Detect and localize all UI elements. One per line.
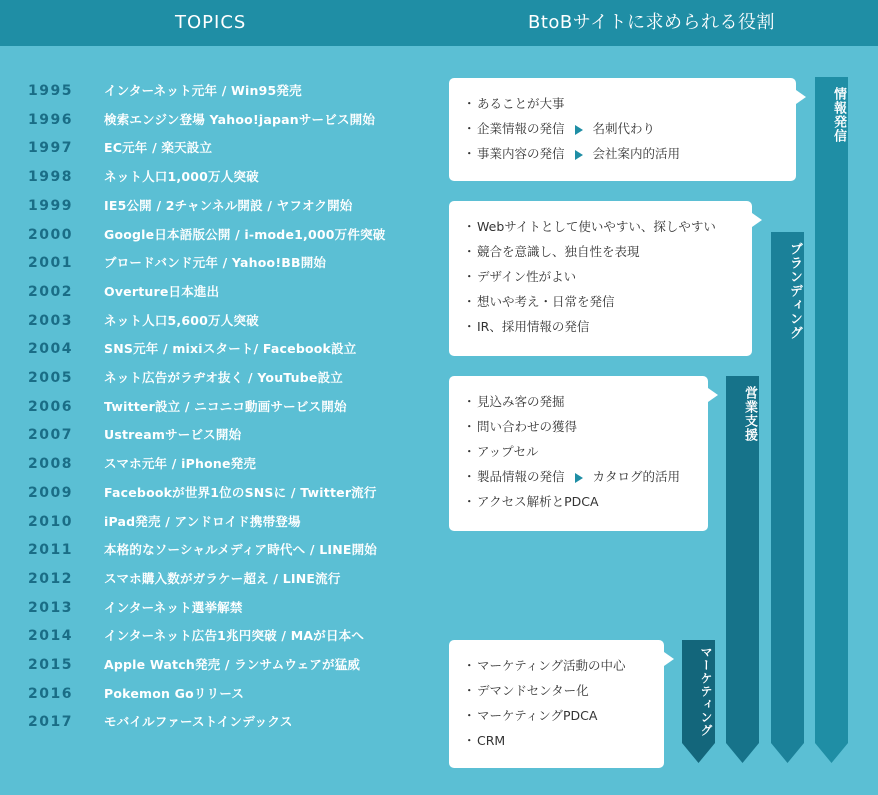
bullet-mark: ・ (463, 269, 476, 284)
timeline-topic: IE5公開 / 2チャンネル開設 / ヤフオク開始 (104, 197, 353, 213)
timeline-row (0, 194, 440, 218)
topics-heading: TOPICS (175, 12, 247, 33)
timeline-year: 2008 (28, 456, 73, 473)
role-item-text: 競合を意識し、独自性を表現 (477, 244, 640, 259)
role-item (463, 289, 615, 314)
role-item-text: 想いや考え・日常を発信 (477, 294, 615, 309)
arrow-label-info: 情報発信 (831, 87, 846, 143)
role-item (463, 703, 597, 728)
timeline-row (0, 251, 440, 275)
timeline-row (0, 423, 440, 447)
role-item (463, 214, 716, 239)
bullet-mark: ・ (463, 658, 476, 673)
role-box-info (449, 78, 796, 181)
timeline-year: 2006 (28, 398, 73, 415)
role-box-marketing (449, 640, 664, 768)
timeline-row (0, 653, 440, 677)
timeline-row (0, 280, 440, 304)
timeline-year: 2003 (28, 312, 73, 329)
arrow-label-branding: ブランディング (787, 242, 802, 340)
role-item (463, 91, 565, 116)
arrow-info (815, 77, 848, 763)
timeline-row (0, 108, 440, 132)
timeline-row (0, 567, 440, 591)
bullet-mark: ・ (463, 146, 476, 161)
timeline-year: 2013 (28, 599, 73, 616)
role-item-text: 企業情報の発信 (477, 121, 565, 136)
timeline-year: 2010 (28, 513, 73, 530)
timeline-topic: インターネット広告1兆円突破 / MAが日本へ (104, 628, 365, 644)
timeline-row (0, 165, 440, 189)
timeline-topic: Twitter設立 / ニコニコ動画サービス開始 (104, 398, 347, 414)
arrow-right-icon (575, 150, 583, 160)
bullet-mark: ・ (463, 419, 476, 434)
role-item-text: 事業内容の発信 (477, 146, 565, 161)
timeline-topic: Facebookが世界1位のSNSに / Twitter流行 (104, 484, 377, 500)
roles-heading: BtoBサイトに求められる役割 (528, 12, 776, 33)
role-item-text: 見込み客の発掘 (477, 394, 565, 409)
timeline-row (0, 452, 440, 476)
timeline-year: 2007 (28, 427, 73, 444)
timeline-row (0, 136, 440, 160)
role-item-text: マーケティングPDCA (477, 708, 598, 723)
role-item-text: デマンドセンター化 (477, 683, 589, 698)
role-item (463, 389, 565, 414)
role-item-text: 製品情報の発信 (477, 469, 565, 484)
header-bar (0, 0, 878, 46)
timeline-row (0, 79, 440, 103)
role-item-text: アップセル (477, 444, 539, 459)
timeline-row (0, 337, 440, 361)
timeline-year: 2001 (28, 255, 73, 272)
arrow-branding (771, 232, 804, 763)
timeline-row (0, 395, 440, 419)
bullet-mark: ・ (463, 244, 476, 259)
bullet-mark: ・ (463, 469, 476, 484)
role-item-result: 会社案内的活用 (592, 146, 681, 161)
timeline-row (0, 596, 440, 620)
role-item-text: IR、採用情報の発信 (477, 319, 590, 334)
timeline-year: 2016 (28, 685, 73, 702)
timeline-row (0, 710, 440, 734)
bullet-mark: ・ (463, 219, 476, 234)
arrow-right-icon (575, 125, 583, 135)
timeline-topic: Overture日本進出 (104, 283, 220, 299)
role-item (463, 116, 655, 141)
timeline-year: 1997 (28, 140, 73, 157)
timeline-row (0, 309, 440, 333)
timeline-topic: EC元年 / 楽天設立 (104, 140, 213, 156)
role-item (463, 653, 626, 678)
role-item-text: CRM (477, 733, 506, 748)
timeline-year: 2015 (28, 657, 73, 673)
role-item-text: マーケティング活動の中心 (477, 658, 626, 673)
arrow-label-sales: 営業支援 (742, 386, 757, 442)
timeline-year: 2017 (28, 714, 73, 731)
timeline-year: 2011 (28, 542, 73, 559)
timeline-row (0, 481, 440, 505)
arrow-right-icon (575, 473, 583, 483)
timeline-topic: スマホ元年 / iPhone発売 (104, 456, 257, 472)
role-item-text: 問い合わせの獲得 (477, 419, 578, 434)
bullet-mark: ・ (463, 444, 476, 459)
timeline-year: 2002 (28, 283, 73, 300)
timeline-year: 1995 (28, 83, 73, 99)
timeline-row (0, 223, 440, 247)
bullet-mark: ・ (463, 708, 476, 723)
bullet-mark: ・ (463, 294, 476, 309)
bullet-mark: ・ (463, 394, 476, 409)
timeline-topic: SNS元年 / mixiスタート/ Facebook設立 (104, 341, 357, 357)
bullet-mark: ・ (463, 121, 476, 136)
role-item (463, 489, 599, 514)
role-item (463, 678, 589, 703)
timeline-row (0, 682, 440, 706)
timeline-topic: ネット広告がラヂオ抜く / YouTube設立 (104, 370, 343, 385)
bullet-mark: ・ (463, 96, 476, 111)
role-item-text: あることが大事 (477, 96, 565, 111)
timeline-topic: iPad発売 / アンドロイド携帯登場 (104, 513, 301, 529)
role-item (463, 414, 577, 439)
timeline-year: 1999 (28, 197, 73, 214)
role-item-text: デザイン性がよい (477, 269, 577, 284)
timeline-row (0, 366, 440, 390)
role-item-text: アクセス解析とPDCA (477, 494, 599, 509)
timeline-year: 1996 (28, 111, 73, 128)
arrow-marketing (682, 640, 715, 763)
role-item (463, 314, 589, 339)
timeline-topic: Google日本語版公開 / i-mode1,000万件突破 (104, 226, 386, 242)
timeline-topic: 検索エンジン登場 Yahoo!japanサービス開始 (104, 111, 376, 127)
timeline-year: 2004 (28, 341, 73, 358)
timeline-row (0, 538, 440, 562)
role-item (463, 239, 640, 264)
role-item (463, 141, 680, 166)
role-item (463, 728, 505, 753)
timeline-row (0, 510, 440, 534)
role-item (463, 264, 576, 289)
timeline-year: 2014 (28, 628, 73, 645)
bullet-mark: ・ (463, 494, 476, 509)
timeline-topic: ブロードバンド元年 / Yahoo!BB開始 (104, 255, 327, 271)
timeline-year: 2000 (28, 226, 73, 243)
timeline-year: 1998 (28, 169, 73, 186)
role-box-sales (449, 376, 708, 531)
arrow-label-marketing: マーケティング (699, 646, 713, 737)
arrow-sales (726, 376, 759, 763)
timeline-year: 2005 (28, 370, 73, 386)
timeline-year: 2009 (28, 484, 73, 501)
timeline-topic: モバイルファーストインデックス (104, 714, 293, 730)
timeline-topic: インターネット元年 / Win95発売 (104, 83, 302, 98)
role-item (463, 439, 539, 464)
timeline-topic: 本格的なソーシャルメディア時代へ / LINE開始 (104, 542, 378, 558)
role-item-result: カタログ的活用 (592, 469, 681, 484)
bullet-mark: ・ (463, 319, 476, 334)
timeline-topic: Apple Watch発売 / ランサムウェアが猛威 (104, 657, 361, 672)
timeline-topic: スマホ購入数がガラケー超え / LINE流行 (104, 570, 341, 586)
role-item-result: 名刺代わり (592, 121, 656, 136)
role-item-text: Webサイトとして使いやすい、探しやすい (477, 219, 716, 234)
timeline-topic: ネット人口1,000万人突破 (104, 169, 259, 185)
timeline-topic: Pokemon Goリリース (104, 685, 245, 701)
timeline-year: 2012 (28, 570, 73, 587)
role-item (463, 464, 680, 489)
bullet-mark: ・ (463, 733, 476, 748)
bullet-mark: ・ (463, 683, 476, 698)
role-box-branding (449, 201, 752, 356)
timeline-row (0, 624, 440, 648)
timeline-topic: Ustreamサービス開始 (104, 427, 242, 443)
timeline-topic: インターネット選挙解禁 (104, 599, 243, 615)
timeline-topic: ネット人口5,600万人突破 (104, 312, 259, 328)
